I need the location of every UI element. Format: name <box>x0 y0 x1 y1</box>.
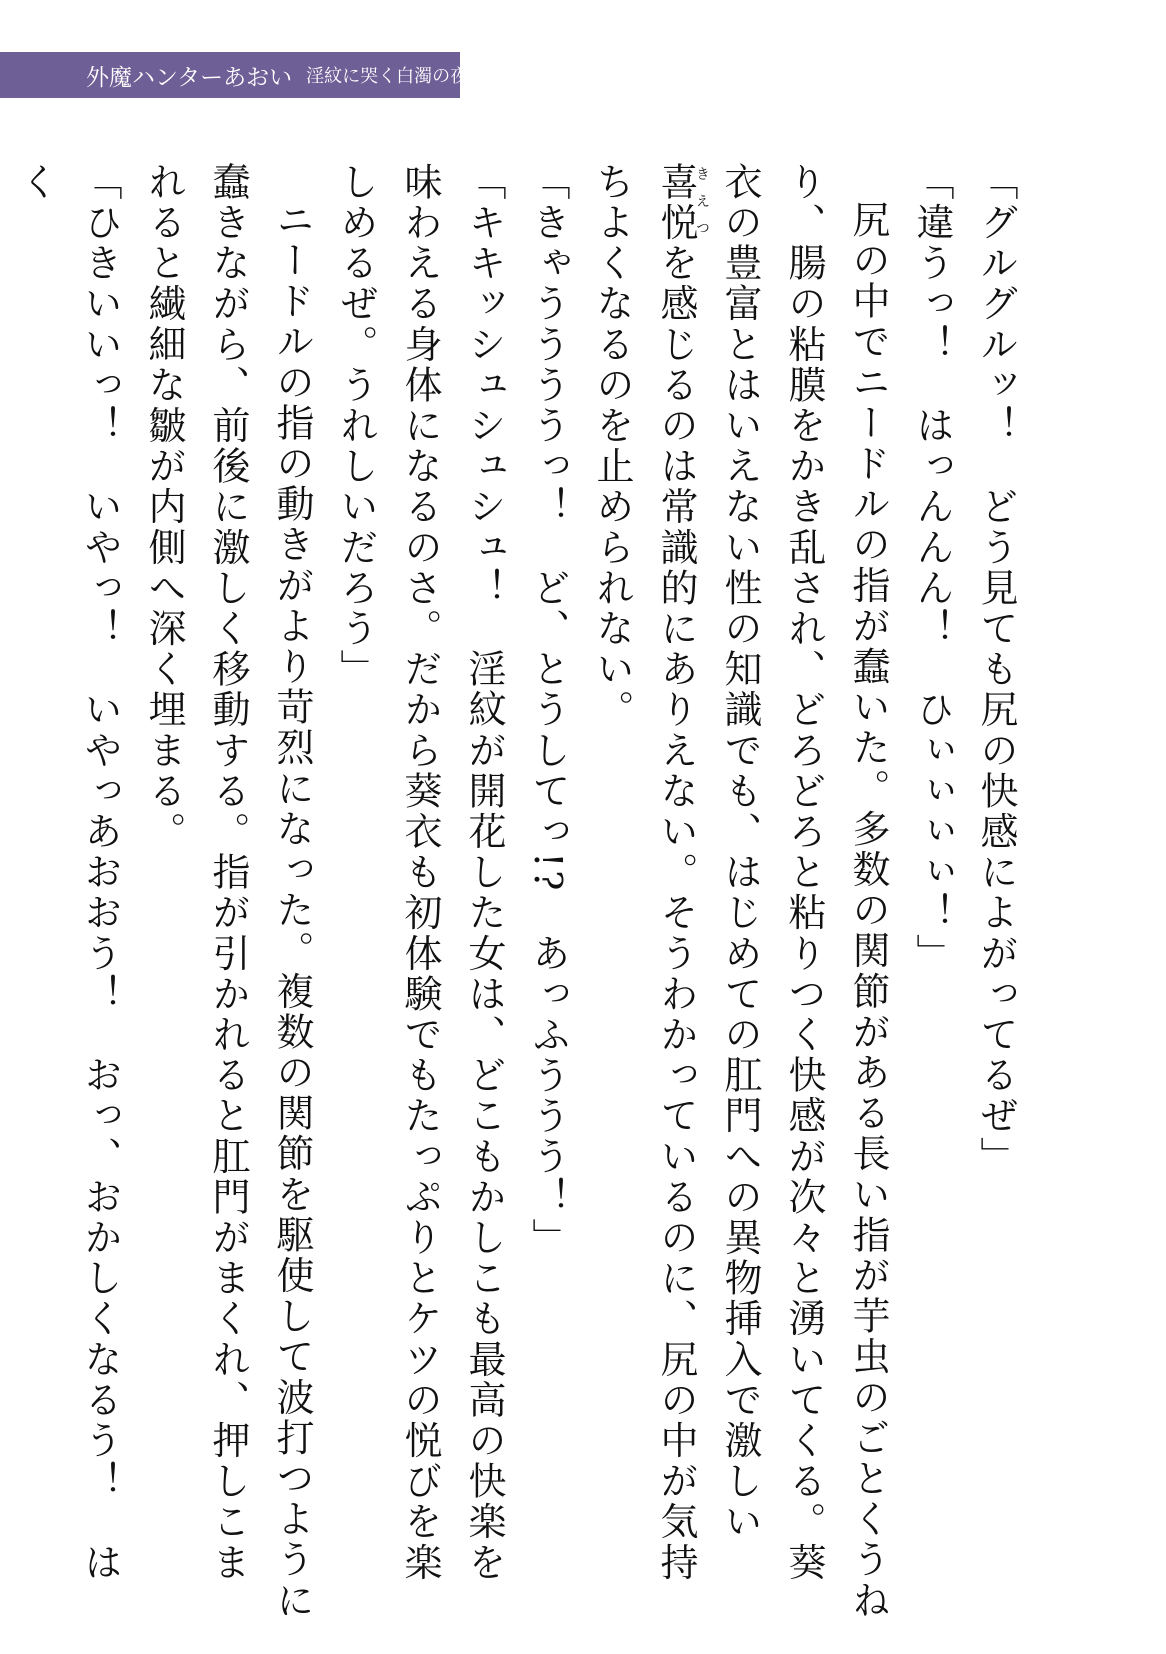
paragraph-text-continued: を感じるのは常識的にありえない。そうわかっているのに、尻の中が気持ちよくなるのを止められない。 <box>590 162 698 1584</box>
book-title: 外魔ハンターあおい <box>86 64 293 91</box>
paragraph: 「グルグルッ！ どう見ても尻の快感によがってるぜ」 <box>974 162 1018 1177</box>
paragraph: 「キキッシュシュシュ！ 淫紋が開花した女は、どこもかしこも最高の快楽を味わえる身体になるのさ。だから葵衣も初体験でもたっぷりとケツの悦びを楽しめるぜ。うれしいだろう」 <box>334 162 506 1583</box>
paragraph-text: 尻の中でニードルの指が蠢いた。多数の関節がある長い指が芋虫のごとくうねり、腸の粘膜をかき乱され、どろどろと粘りつく快感が次々と湧いてくる。葵衣の豊富とはいえない性の知識でも、はじめての肛門への異物挿入で激しい <box>718 162 890 1621</box>
ruby-reading: きえつ <box>694 162 710 244</box>
paragraph: 「ひきいいっ！ いやっ！ いやっあおおう！ おっ、おかしくなるう！ はく <box>14 162 122 1583</box>
chapter-title: 淫紋に哭く白濁の夜 <box>306 66 469 87</box>
ruby-word <box>654 162 710 244</box>
paragraph: 「きゃううううっ！ ど、とうしてっ!? あっふううう！」 <box>526 162 570 1259</box>
ruby-base: 喜悦 <box>654 162 698 244</box>
paragraph <box>580 162 900 1622</box>
body-text <box>14 162 1028 1622</box>
paragraph: ニードルの指の動きがより苛烈になった。複数の関節を駆使して波打つように蠢きながら、前後に激しく移動する。指が引かれると肛門がまくれ、押しこまれると繊細な皺が内側へ深く埋まる。 <box>142 162 314 1621</box>
paragraph: 「違うっ！ はっんんん！ ひぃぃぃぃ！」 <box>910 162 954 974</box>
header-bar <box>0 52 469 98</box>
